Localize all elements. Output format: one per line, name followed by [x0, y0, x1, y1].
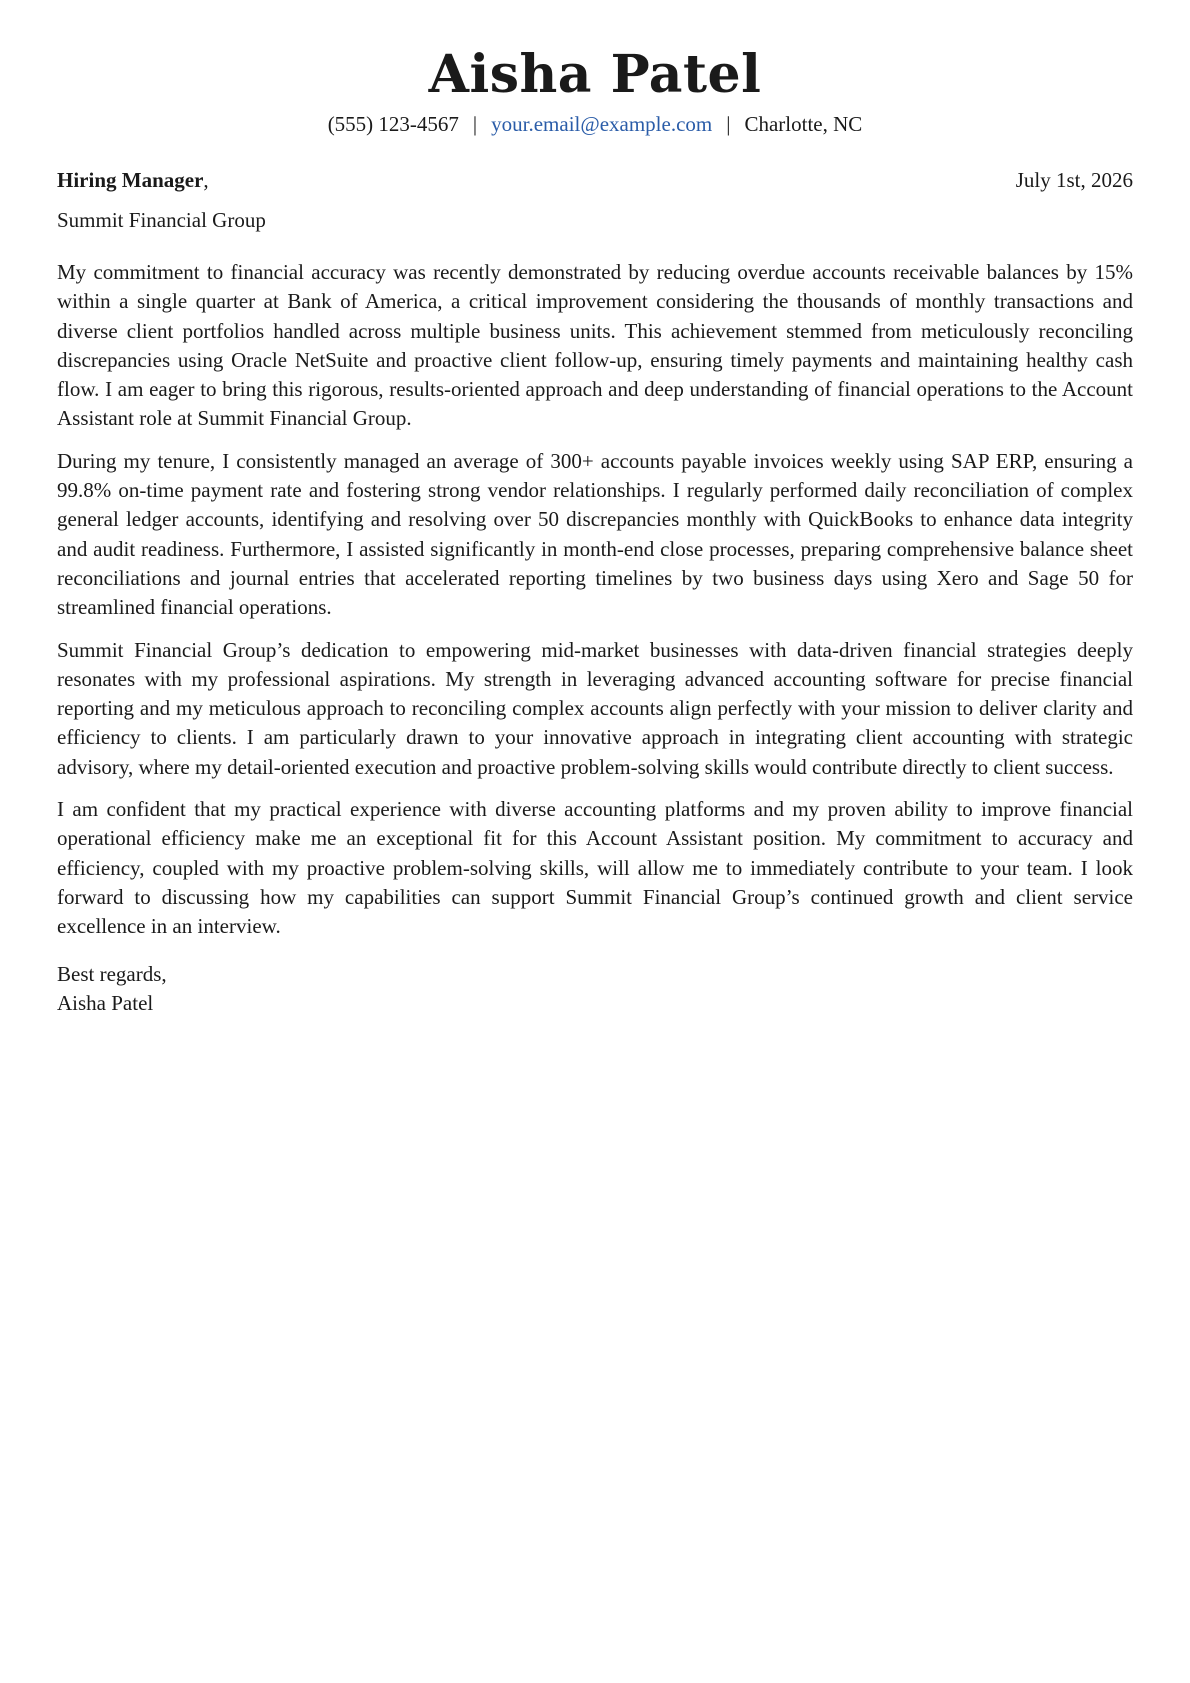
recipient-greeting: [57, 166, 209, 194]
body-paragraph: During my tenure, I consistently managed an average of 300+ accounts payable invoices weekly using SAP ERP, ensuring a 99.8% on-time payment rate and fostering strong vendor relationships. I regularly performed daily reconciliation of complex general ledger accounts, identifying and resolving over 50 discrepancies monthly with QuickBooks to enhance data integrity and audit readiness. Furthermore, I assisted significantly in month-end close processes, preparing comprehensive balance sheet reconciliations and journal entries that accelerated reporting timelines by two business days using Xero and Sage 50 for streamlined financial operations.: [57, 448, 1133, 620]
contact-line: [57, 110, 1133, 138]
sender-name: Aisha Patel: [428, 44, 762, 105]
recipient-name-suffix: ,: [203, 168, 209, 192]
closing-salutation: Best regards,: [57, 961, 167, 986]
letter-body: [57, 258, 1133, 942]
body-paragraph: Summit Financial Group’s dedication to empowering mid-market businesses with data-driven financial strategies deeply resonates with my professional aspirations. My strength in leveraging advanced accounting software for precise financial reporting and my meticulous approach to reconciling complex accounts align perfectly with your mission to deliver clarity and efficiency to clients. I am particularly drawn to your innovative approach in integrating client accounting with strategic advisory, where my detail-oriented execution and proactive problem-solving skills would contribute directly to client success.: [57, 637, 1133, 779]
email-link[interactable]: your.email@example.com: [491, 112, 713, 136]
phone-number: (555) 123-4567: [327, 112, 459, 136]
recipient-row: [57, 166, 1133, 194]
closing-signature: Aisha Patel: [57, 990, 154, 1015]
letter-date: July 1st, 2026: [1015, 168, 1133, 192]
contact-separator: |: [726, 112, 731, 136]
letter-header: [57, 44, 1133, 138]
letter-closing: [57, 960, 1133, 1018]
recipient-company: Summit Financial Group: [57, 208, 266, 232]
recipient-name: Hiring Manager: [57, 168, 204, 192]
contact-separator: |: [472, 112, 478, 136]
body-paragraph: I am confident that my practical experience with diverse accounting platforms and my proven ability to improve financial operational efficiency make me an exceptional fit for this Account Assistant position. My commitment to accuracy and efficiency, coupled with my proactive problem-solving skills, will allow me to immediately contribute to your team. I look forward to discussing how my capabilities can support Summit Financial Group’s continued growth and client service excellence in an interview.: [57, 797, 1133, 939]
body-paragraph: My commitment to financial accuracy was recently demonstrated by reducing overdue accounts receivable balances by 15% within a single quarter at Bank of America, a critical improvement considering the thousands of monthly transactions and diverse client portfolios handled across multiple business units. This achievement stemmed from meticulously reconciling discrepancies using Oracle NetSuite and proactive client follow-up, ensuring timely payments and maintaining healthy cash flow. I am eager to bring this rigorous, results-oriented approach and deep understanding of financial operations to the Account Assistant role at Summit Financial Group.: [57, 260, 1133, 431]
location: Charlotte, NC: [744, 112, 863, 136]
